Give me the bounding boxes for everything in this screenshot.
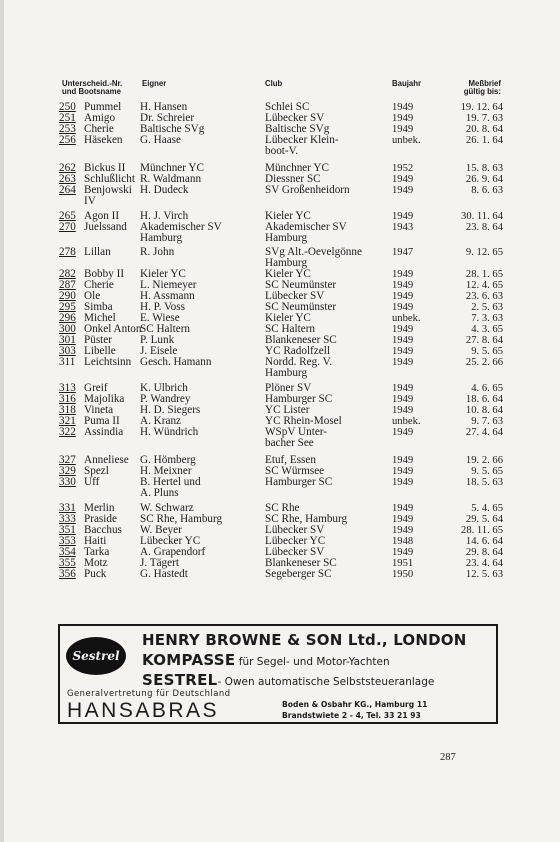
club-name: Kieler YC <box>265 210 311 222</box>
boat-number: 265 <box>59 210 76 222</box>
club-name: Kieler YC <box>265 268 311 280</box>
boat-name: Häseken <box>84 134 123 146</box>
boat-name: IV <box>84 195 96 207</box>
club-name: Hamburger SC <box>265 393 333 405</box>
boat-number: 316 <box>59 393 76 405</box>
club-name: Lübecker SV <box>265 524 325 536</box>
owner-name: J. Eisele <box>140 345 178 357</box>
build-year: 1949 <box>392 346 414 357</box>
boat-name: Onkel Anton <box>84 323 142 335</box>
boat-name: Vineta <box>84 404 114 416</box>
ad-compass-rest: für Segel- und Motor-Yachten <box>235 656 390 668</box>
club-name: Segeberger SC <box>265 568 332 580</box>
boat-name: Juelssand <box>84 221 127 233</box>
owner-name: Gesch. Hamann <box>140 356 212 368</box>
club-name: SC Haltern <box>265 323 316 335</box>
club-name: Hamburg <box>265 232 308 244</box>
boat-name: Michel <box>84 312 116 324</box>
boat-number: 295 <box>59 301 76 313</box>
owner-name: Lübecker YC <box>140 535 201 547</box>
boat-name: Uff <box>84 476 100 488</box>
boat-name: Cherie <box>84 279 114 291</box>
ad-compass-bold: KOMPASSE <box>142 651 236 669</box>
owner-name: Kieler YC <box>140 268 186 280</box>
certificate-date: 18. 5. 63 <box>465 477 503 488</box>
boat-number: 256 <box>59 134 76 146</box>
boat-number: 311 <box>59 356 76 368</box>
owner-name: Baltische SVg <box>140 123 205 135</box>
certificate-date: 26. 9. 64 <box>465 174 503 185</box>
certificate-date: 15. 8. 63 <box>465 163 503 174</box>
club-name: Etuf, Essen <box>265 454 316 466</box>
boat-number: 263 <box>59 173 76 185</box>
header-certificate-line1: Meßbrief <box>468 79 501 88</box>
club-name: boot-V. <box>265 145 299 157</box>
build-year: 1949 <box>392 102 414 113</box>
owner-name: A. Grapendorf <box>140 546 206 558</box>
boat-number: 253 <box>59 123 76 135</box>
boat-name: Puck <box>84 568 107 580</box>
build-year: 1949 <box>392 280 414 291</box>
certificate-date: 9. 5. 65 <box>471 346 503 357</box>
build-year: 1949 <box>392 291 414 302</box>
boat-number: 318 <box>59 404 76 416</box>
boat-name: Agon II <box>84 210 120 222</box>
boat-name: Merlin <box>84 502 115 514</box>
boat-number: 301 <box>59 334 76 346</box>
build-year: 1949 <box>392 525 414 536</box>
owner-name: B. Hertel und <box>140 476 201 488</box>
build-year: 1949 <box>392 514 414 525</box>
ad-agency-line: Generalvertretung für Deutschland <box>67 688 231 698</box>
certificate-date: 20. 8. 64 <box>465 124 503 135</box>
owner-name: W. Schwarz <box>140 502 194 514</box>
build-year: 1949 <box>392 466 414 477</box>
club-name: WSpV Unter- <box>265 426 328 438</box>
build-year: 1949 <box>392 394 414 405</box>
club-name: YC Radolfzell <box>265 345 330 357</box>
boat-name: Schlußlicht <box>84 173 135 185</box>
boat-number: 330 <box>59 476 76 488</box>
club-name: Schlei SC <box>265 101 310 113</box>
boat-number: 329 <box>59 465 76 477</box>
club-name: SC Rhe <box>265 502 300 514</box>
boat-name: Anneliese <box>84 454 129 466</box>
owner-name: H. Wündrich <box>140 426 199 438</box>
boat-name: Greif <box>84 382 108 394</box>
club-name: SC Würmsee <box>265 465 325 477</box>
owner-name: K. Ulbrich <box>140 382 188 394</box>
build-year: 1949 <box>392 427 414 438</box>
boat-number: 331 <box>59 502 76 514</box>
build-year: 1949 <box>392 124 414 135</box>
build-year: 1949 <box>392 324 414 335</box>
club-name: YC Lister <box>265 404 310 416</box>
certificate-date: 10. 8. 64 <box>465 405 503 416</box>
build-year: 1949 <box>392 335 414 346</box>
boat-name: Pummel <box>84 101 122 113</box>
owner-name: E. Wiese <box>140 312 180 324</box>
club-name: Kieler YC <box>265 312 311 324</box>
boat-name: Haiti <box>84 535 107 547</box>
boat-number: 356 <box>59 568 76 580</box>
club-name: SV Großenheidorn <box>265 184 350 196</box>
build-year: unbek. <box>392 313 421 324</box>
boat-number: 313 <box>59 382 76 394</box>
build-year: 1949 <box>392 383 414 394</box>
build-year: 1949 <box>392 302 414 313</box>
certificate-date: 28. 11. 65 <box>461 525 503 536</box>
certificate-date: 23. 8. 64 <box>465 222 503 233</box>
certificate-date: 9. 12. 65 <box>465 247 503 258</box>
ad-sestrel-rest: - Owen automatische Selbststeueranlage <box>217 676 435 688</box>
build-year: 1949 <box>392 211 414 222</box>
boat-name: Cherie <box>84 123 114 135</box>
certificate-date: 29. 8. 64 <box>465 547 503 558</box>
boat-name: Bobby II <box>84 268 125 280</box>
boat-number: 353 <box>59 535 76 547</box>
boat-name: Bacchus <box>84 524 122 536</box>
club-name: SC Neumünster <box>265 301 337 313</box>
owner-name: H. Meixner <box>140 465 192 477</box>
build-year: 1949 <box>392 503 414 514</box>
ad-compass-line <box>142 651 390 669</box>
header-owner: Eigner <box>142 79 167 88</box>
build-year: 1951 <box>392 558 414 569</box>
ad-sestrel-bold: SESTREL <box>142 671 218 689</box>
build-year: 1949 <box>392 547 414 558</box>
boat-number: 354 <box>59 546 76 558</box>
certificate-date: 2. 5. 63 <box>471 302 503 313</box>
page-number: 287 <box>440 752 456 763</box>
boat-name: Majolika <box>84 393 125 405</box>
build-year: unbek. <box>392 135 421 146</box>
owner-name: SC Haltern <box>140 323 191 335</box>
boat-name: Tarka <box>84 546 110 558</box>
club-name: bacher See <box>265 437 314 449</box>
certificate-date: 12. 5. 63 <box>465 569 503 580</box>
build-year: 1947 <box>392 247 414 258</box>
boat-name: Püster <box>84 334 112 346</box>
boat-number: 290 <box>59 290 76 302</box>
boat-number: 287 <box>59 279 76 291</box>
certificate-date: 19. 7. 63 <box>465 113 503 124</box>
build-year: 1949 <box>392 357 414 368</box>
boat-number: 322 <box>59 426 76 438</box>
boat-number: 278 <box>59 246 76 258</box>
ad-brand: HANSABRAS <box>67 699 220 722</box>
build-year: 1950 <box>392 569 414 580</box>
club-name: Blankeneser SC <box>265 334 337 346</box>
certificate-date: 5. 4. 65 <box>471 503 503 514</box>
certificate-date: 9. 7. 63 <box>471 416 503 427</box>
certificate-date: 9. 5. 65 <box>471 466 503 477</box>
certificate-date: 8. 6. 63 <box>471 185 503 196</box>
build-year: 1949 <box>392 405 414 416</box>
boat-number: 300 <box>59 323 76 335</box>
header-number-line2: und Bootsname <box>62 87 121 97</box>
build-year: 1943 <box>392 222 414 233</box>
club-name: YC Rhein-Mosel <box>265 415 342 427</box>
ad-address-line2: Brandstwiete 2 - 4, Tel. 33 21 93 <box>282 711 421 720</box>
club-name: SC Rhe, Hamburg <box>265 513 348 525</box>
certificate-date: 18. 6. 64 <box>465 394 503 405</box>
ad-company-line: HENRY BROWNE & SON Ltd., LONDON <box>142 631 467 649</box>
build-year: 1949 <box>392 174 414 185</box>
boat-name: Spezl <box>84 465 109 477</box>
boat-name: Puma II <box>84 415 120 427</box>
owner-name: R. John <box>140 246 175 258</box>
boat-number: 351 <box>59 524 76 536</box>
owner-name: H. Hansen <box>140 101 188 113</box>
club-name: Blankeneser SC <box>265 557 337 569</box>
owner-name: A. Kranz <box>140 415 182 427</box>
owner-name: G. Hömberg <box>140 454 196 466</box>
certificate-date: 27. 4. 64 <box>465 427 503 438</box>
ad-sestrel-line <box>142 671 434 689</box>
boat-name: Benjowski <box>84 184 132 196</box>
club-name: Hamburg <box>265 257 308 269</box>
owner-name: H. D. Siegers <box>140 404 201 416</box>
club-name: Plöner SV <box>265 382 312 394</box>
build-year: 1949 <box>392 455 414 466</box>
certificate-date: 4. 6. 65 <box>471 383 503 394</box>
boat-number: 321 <box>59 415 76 427</box>
club-name: Lübecker SV <box>265 290 325 302</box>
club-name: Lübecker Klein- <box>265 134 339 146</box>
owner-name: P. Wandrey <box>140 393 191 405</box>
certificate-date: 14. 6. 64 <box>465 536 503 547</box>
certificate-date: 19. 12. 64 <box>460 102 503 113</box>
owner-name: Hamburg <box>140 232 183 244</box>
boat-number: 262 <box>59 162 76 174</box>
owner-name: G. Hastedt <box>140 568 188 580</box>
owner-name: A. Pluns <box>140 487 179 499</box>
club-name: Hamburg <box>265 367 308 379</box>
certificate-date: 27. 8. 64 <box>465 335 503 346</box>
certificate-date: 29. 5. 64 <box>465 514 503 525</box>
owner-name: Akademischer SV <box>140 221 222 233</box>
owner-name: P. Lunk <box>140 334 175 346</box>
boat-name: Simba <box>84 301 113 313</box>
build-year: 1949 <box>392 477 414 488</box>
boat-name: Bickus II <box>84 162 126 174</box>
club-name: Nordd. Reg. V. <box>265 356 333 368</box>
club-name: Hamburger SC <box>265 476 333 488</box>
certificate-date: 30. 11. 64 <box>461 211 503 222</box>
header-certificate-line2: gültig bis: <box>463 87 501 97</box>
build-year: 1949 <box>392 185 414 196</box>
build-year: 1949 <box>392 269 414 280</box>
club-name: Münchner YC <box>265 162 329 174</box>
club-name: Diessner SC <box>265 173 321 185</box>
owner-name: H. Dudeck <box>140 184 189 196</box>
boat-number: 303 <box>59 345 76 357</box>
build-year: unbek. <box>392 416 421 427</box>
owner-name: L. Niemeyer <box>140 279 197 291</box>
boat-name: Lillan <box>84 246 111 258</box>
boat-number: 270 <box>59 221 76 233</box>
club-name: Lübecker YC <box>265 535 326 547</box>
owner-name: SC Rhe, Hamburg <box>140 513 223 525</box>
header-year: Baujahr <box>392 79 422 88</box>
club-name: Baltische SVg <box>265 123 330 135</box>
certificate-date: 12. 4. 65 <box>465 280 503 291</box>
club-name: Lübecker SV <box>265 546 325 558</box>
sestrel-logo: Sestrel <box>66 637 126 675</box>
build-year: 1949 <box>392 113 414 124</box>
boat-name: Motz <box>84 557 108 569</box>
club-name: SVg Alt.-Oevelgönne <box>265 246 362 258</box>
certificate-date: 7. 3. 63 <box>471 313 503 324</box>
club-name: SC Neumünster <box>265 279 337 291</box>
boat-name: Amigo <box>84 112 116 124</box>
boat-number: 355 <box>59 557 76 569</box>
certificate-date: 19. 2. 66 <box>465 455 503 466</box>
boat-name: Ole <box>84 290 101 302</box>
certificate-date: 23. 4. 64 <box>465 558 503 569</box>
boat-name: Assindia <box>84 426 124 438</box>
ad-address-line1: Boden & Osbahr KG., Hamburg 11 <box>282 700 428 709</box>
club-name: Akademischer SV <box>265 221 347 233</box>
certificate-date: 23. 6. 63 <box>465 291 503 302</box>
owner-name: H. P. Voss <box>140 301 185 313</box>
club-name: Lübecker SV <box>265 112 325 124</box>
boat-number: 251 <box>59 112 76 124</box>
certificate-date: 28. 1. 65 <box>465 269 503 280</box>
boat-number: 264 <box>59 184 76 196</box>
boat-name: Praside <box>84 513 117 525</box>
boat-number: 327 <box>59 454 76 466</box>
owner-name: G. Haase <box>140 134 182 146</box>
boat-number: 282 <box>59 268 76 280</box>
owner-name: H. J. Virch <box>140 210 189 222</box>
boat-number: 333 <box>59 513 76 525</box>
boat-number: 250 <box>59 101 76 113</box>
certificate-date: 4. 3. 65 <box>471 324 503 335</box>
owner-name: R. Waldmann <box>140 173 202 185</box>
header-club: Club <box>265 79 283 88</box>
build-year: 1952 <box>392 163 414 174</box>
owner-name: Dr. Schreier <box>140 112 195 124</box>
owner-name: H. Assmann <box>140 290 195 302</box>
build-year: 1948 <box>392 536 414 547</box>
boat-name: Libelle <box>84 345 116 357</box>
owner-name: Münchner YC <box>140 162 204 174</box>
certificate-date: 26. 1. 64 <box>465 135 503 146</box>
owner-name: J. Tägert <box>140 557 179 569</box>
boat-number: 296 <box>59 312 76 324</box>
header-number-line1: Unterscheid.-Nr. <box>62 79 123 88</box>
certificate-date: 25. 2. 66 <box>465 357 503 368</box>
boat-name: Leichtsinn <box>84 356 132 368</box>
owner-name: W. Beyer <box>140 524 182 536</box>
